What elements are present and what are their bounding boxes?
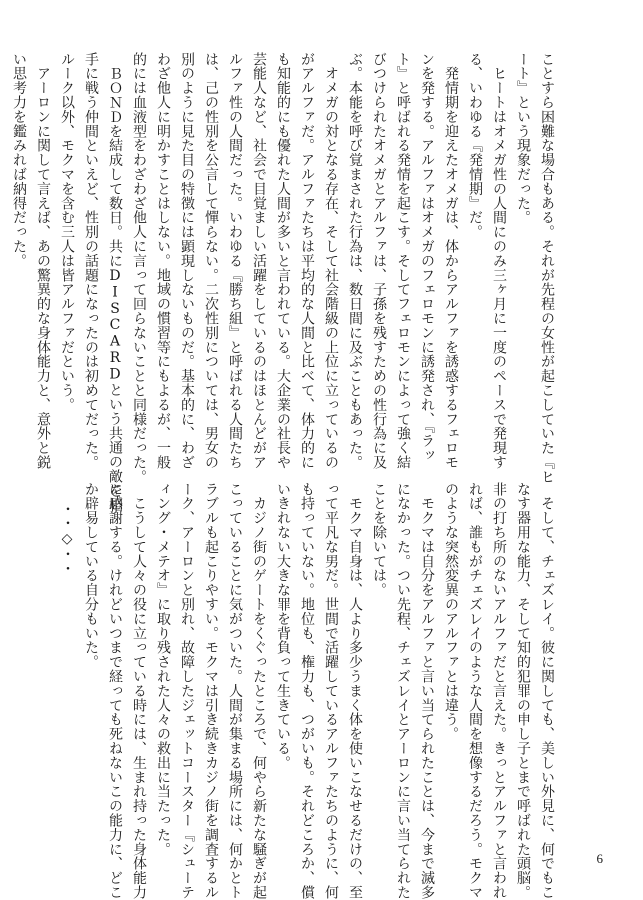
text-line: 非の打ち所のないアルファだと言えた。きっとアルファと言われ xyxy=(491,482,507,900)
text-line: なす器用な能力、そして知的犯罪の申し子とまで呼ばれた頭脳。 xyxy=(515,482,531,900)
text-line: も持っていない。地位も、権力も、つがいも。それどころか、償 xyxy=(299,482,315,900)
text-line: こっていることに気がついた。人間が集まる場所には、何かとト xyxy=(227,482,243,900)
text-line: いきれない大きな罪を背負って生きている。 xyxy=(275,482,291,770)
text-line: ィング・メテオ』に取り残された人々の救出に当たった。 xyxy=(155,482,171,857)
lower-text-block xyxy=(55,482,559,900)
text-line: ーク、アーロンと別れ、故障したジェットコースター『シューテ xyxy=(179,482,195,900)
text-line: 別のように見た目の特徴には顕現しないものだ。基本的に、わざ xyxy=(179,52,195,470)
text-line: に感謝する。けれどいつまで経っても死ねないこの能力に、どこ xyxy=(107,482,123,900)
text-line: そして、チェズレイ。彼に関しても、美しい外見に、何でもこ xyxy=(539,482,555,900)
page-number: 6 xyxy=(596,851,603,866)
text-line: ことすら困難な場合もある。それが先程の女性が起こしていた『ヒ xyxy=(539,52,555,484)
text-line: モクマは自分をアルファと言い当てられたことは、今まで滅多 xyxy=(419,482,435,900)
text-line: ルーク以外、モクマを含む三人は皆アルファだという。 xyxy=(59,52,75,412)
text-line: こうして人々の役に立っている時には、生まれ持った身体能力 xyxy=(131,482,147,900)
text-line: も知能的にも優れた人間が多いと言われている。大企業の社長や xyxy=(275,52,291,470)
text-line: れば、誰もがチェズレイのような人間を想像するだろう。モクマ xyxy=(467,482,483,900)
text-line: ことを除いては。 xyxy=(371,482,387,598)
section-break: ・・◇・・ xyxy=(59,502,75,576)
text-line: アーロンに関して言えば、あの驚異的な身体能力と、意外と鋭 xyxy=(35,52,51,470)
text-line: い思考力を鑑みれば納得だった。 xyxy=(11,52,27,268)
text-line: って平凡な男だ。世間で活躍しているアルファたちのように、何 xyxy=(323,482,339,900)
text-line: ラブルも起こりやすい。モクマは引き続きカジノ街を調査するル xyxy=(203,482,219,900)
text-line: ート』という現象だった。 xyxy=(515,52,531,225)
text-line: のような突然変異のアルファとは違う。 xyxy=(443,482,459,742)
upper-text-block xyxy=(7,52,559,513)
text-line: になかった。つい先程、チェズレイとアーロンに言い当てられた xyxy=(395,482,411,900)
text-line: がアルファだ。アルファたちは平均的な人間と比べて、体力的に xyxy=(299,52,315,470)
text-line: ぶ。本能を呼び覚まされた行為は、数日間に及ぶこともあった。 xyxy=(347,52,363,470)
text-line: ＢＯＮＤを結成して数日。共にDISCARDという共通の敵を相 xyxy=(107,52,123,513)
text-line: は、己の性別を公言して憚らない。二次性別については、男女の xyxy=(203,52,219,470)
text-line: ト』と呼ばれる発情を起こす。そしてフェロモンによって強く結 xyxy=(395,52,411,470)
text-line: びつけられたオメガとアルファは、子孫を残すための性行為に及 xyxy=(371,52,387,470)
text-line: か辟易している自分もいた。 xyxy=(83,482,99,670)
text-line: わざ他人に明かすことはしない。地域の慣習等にもよるが、一般 xyxy=(155,52,171,470)
text-line: 芸能人など、社会で目覚ましい活躍をしているのはほとんどがア xyxy=(251,52,267,470)
text-line: 発情期を迎えたオメガは、体からアルファを誘惑するフェロモ xyxy=(443,52,459,470)
text-line: オメガの対となる存在、そして社会階級の上位に立っているの xyxy=(323,52,339,470)
text-line: ヒートはオメガ性の人間にのみ三ヶ月に一度のペースで発現す xyxy=(491,52,507,470)
text-line: ルファ性の人間だった。いわゆる『勝ち組』と呼ばれる人間たち xyxy=(227,52,243,470)
text-line: モクマ自身は、人より多少うまく体を使いこなせるだけの、至 xyxy=(347,482,363,900)
text-line: る、いわゆる『発情期』だ。 xyxy=(467,52,483,240)
text-line: 手に戦う仲間といえど、性別の話題になったのは初めてだった。 xyxy=(83,52,99,470)
text-line: 的には血液型をわざわざ他人に言って回らないことと同様だった。 xyxy=(131,52,147,484)
text-line: カジノ街のゲートをくぐったところで、何やら新たな騒ぎが起 xyxy=(251,482,267,900)
text-line: ンを発する。アルファはオメガのフェロモンに誘発され、『ラッ xyxy=(419,52,435,463)
